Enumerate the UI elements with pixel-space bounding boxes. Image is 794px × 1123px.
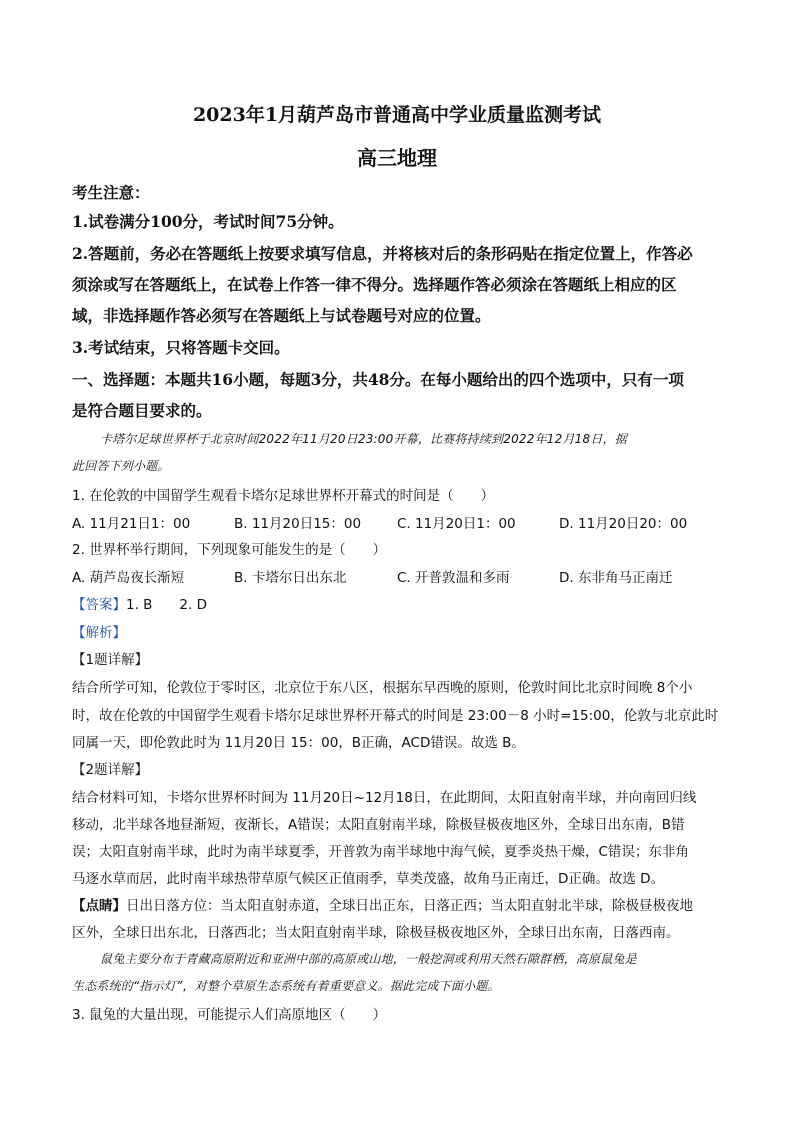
notice-item-3: 3.考试结束，只将答题卡交回。	[72, 338, 290, 357]
detail-2-tag: 【2题详解】	[72, 762, 149, 778]
question-2-stem: 2. 世界杯举行期间，下列现象可能发生的是（ ）	[72, 542, 387, 558]
question-2-option-d: D. 东非角马正南迁	[559, 570, 673, 586]
detail-1-tag: 【1题详解】	[72, 652, 149, 668]
question-1-option-c: C. 11月20日1：00	[397, 516, 516, 532]
notice-item-1: 1.试卷满分100分，考试时间75分钟。	[72, 212, 344, 231]
detail-1-line-1: 结合所学可知，伦敦位于零时区，北京位于东八区，根据东早西晚的原则，伦敦时间比北京时间晚 8个小	[72, 680, 693, 696]
question-1-option-b: B. 11月20日15：00	[234, 516, 362, 532]
notice-item-2-line-3: 域，非选择题作答必须写在答题纸上与试卷题号对应的位置。	[72, 306, 491, 325]
question-2-option-b: B. 卡塔尔日出东北	[234, 570, 347, 586]
notice-heading: 考生注意：	[72, 183, 150, 202]
material-1-line-1: 卡塔尔足球世界杯于北京时间2022年11月20日23:00开幕，比赛将持续到2022年12月18日，据	[100, 432, 627, 446]
detail-1-line-3: 同属一天，即伦敦此时为 11月20日 15：00，B正确，ACD错误。故选 B。	[72, 735, 525, 751]
material-1-line-2: 此回答下列小题。	[72, 459, 170, 473]
tip-line-2: 区外，全球日出东北，日落西北；当太阳直射南半球，除极昼极夜地区外，全球日出东南，日落西南。	[72, 925, 680, 941]
detail-2-line-1: 结合材料可知，卡塔尔世界杯时间为 11月20日~12月18日，在此期间，太阳直射南半球，并向南回归线	[72, 790, 697, 806]
material-2-line-1: 鼠兔主要分布于青藏高原附近和亚洲中部的高原或山地，一般挖洞或利用天然石隙群栖，高原鼠兔是	[100, 952, 637, 966]
detail-2-line-2: 移动，北半球各地昼渐短，夜渐长，A错误；太阳直射南半球，除极昼极夜地区外，全球日出东南，B错	[72, 817, 685, 833]
detail-2-line-4: 马逐水草而居，此时南半球热带草原气候区正值雨季，草类茂盛，故角马正南迁，D正确。故选 D。	[72, 871, 665, 887]
detail-2-line-3: 误；太阳直射南半球，此时为南半球夏季，开普敦为南半球地中海气候，夏季炎热干燥，C错误；东非角	[72, 844, 689, 860]
question-1-option-a: A. 11月21日1：00	[72, 516, 191, 532]
tip-tag: 【点睛】	[72, 898, 126, 914]
question-1-option-d: D. 11月20日20：00	[559, 516, 688, 532]
notice-item-2-line-2: 须涂或写在答题纸上，在试卷上作答一律不得分。选择题作答必须涂在答题纸上相应的区	[72, 275, 677, 294]
exam-title: 2023年1月葫芦岛市普通高中学业质量监测考试	[192, 104, 602, 126]
question-2-option-a: A. 葫芦岛夜长渐短	[72, 570, 185, 586]
exam-subtitle: 高三地理	[357, 146, 437, 170]
answer-tag: 【答案】	[72, 597, 126, 613]
question-1-stem: 1. 在伦敦的中国留学生观看卡塔尔足球世界杯开幕式的时间是（ ）	[72, 488, 495, 504]
question-3-stem: 3. 鼠兔的大量出现，可能提示人们高原地区（ ）	[72, 1007, 387, 1023]
answer-value: 1. B 2. D	[126, 597, 207, 613]
answer-line	[72, 593, 722, 613]
section-heading-line-1: 一、选择题：本题共16小题，每题3分，共48分。在每小题给出的四个选项中，只有一项	[72, 370, 684, 389]
analysis-label: 【解析】	[72, 625, 126, 641]
section-heading-line-2: 是符合题目要求的。	[72, 401, 212, 420]
detail-1-line-2: 时，故在伦敦的中国留学生观看卡塔尔足球世界杯开幕式的时间是 23:00－8 小时=15:00，伦敦与北京此时	[72, 708, 719, 724]
question-2-option-c: C. 开普敦温和多雨	[397, 570, 510, 586]
tip-line-1	[72, 894, 722, 914]
notice-item-2-line-1: 2.答题前，务必在答题纸上按要求填写信息，并将核对后的条形码贴在指定位置上，作答必	[72, 244, 693, 263]
analysis-tag	[72, 621, 722, 641]
material-2-line-2: 生态系统的“指示灯”，对整个草原生态系统有着重要意义。据此完成下面小题。	[72, 979, 500, 993]
tip-text-1: 日出日落方位：当太阳直射赤道，全球日出正东，日落正西；当太阳直射北半球，除极昼极夜地	[126, 898, 693, 914]
